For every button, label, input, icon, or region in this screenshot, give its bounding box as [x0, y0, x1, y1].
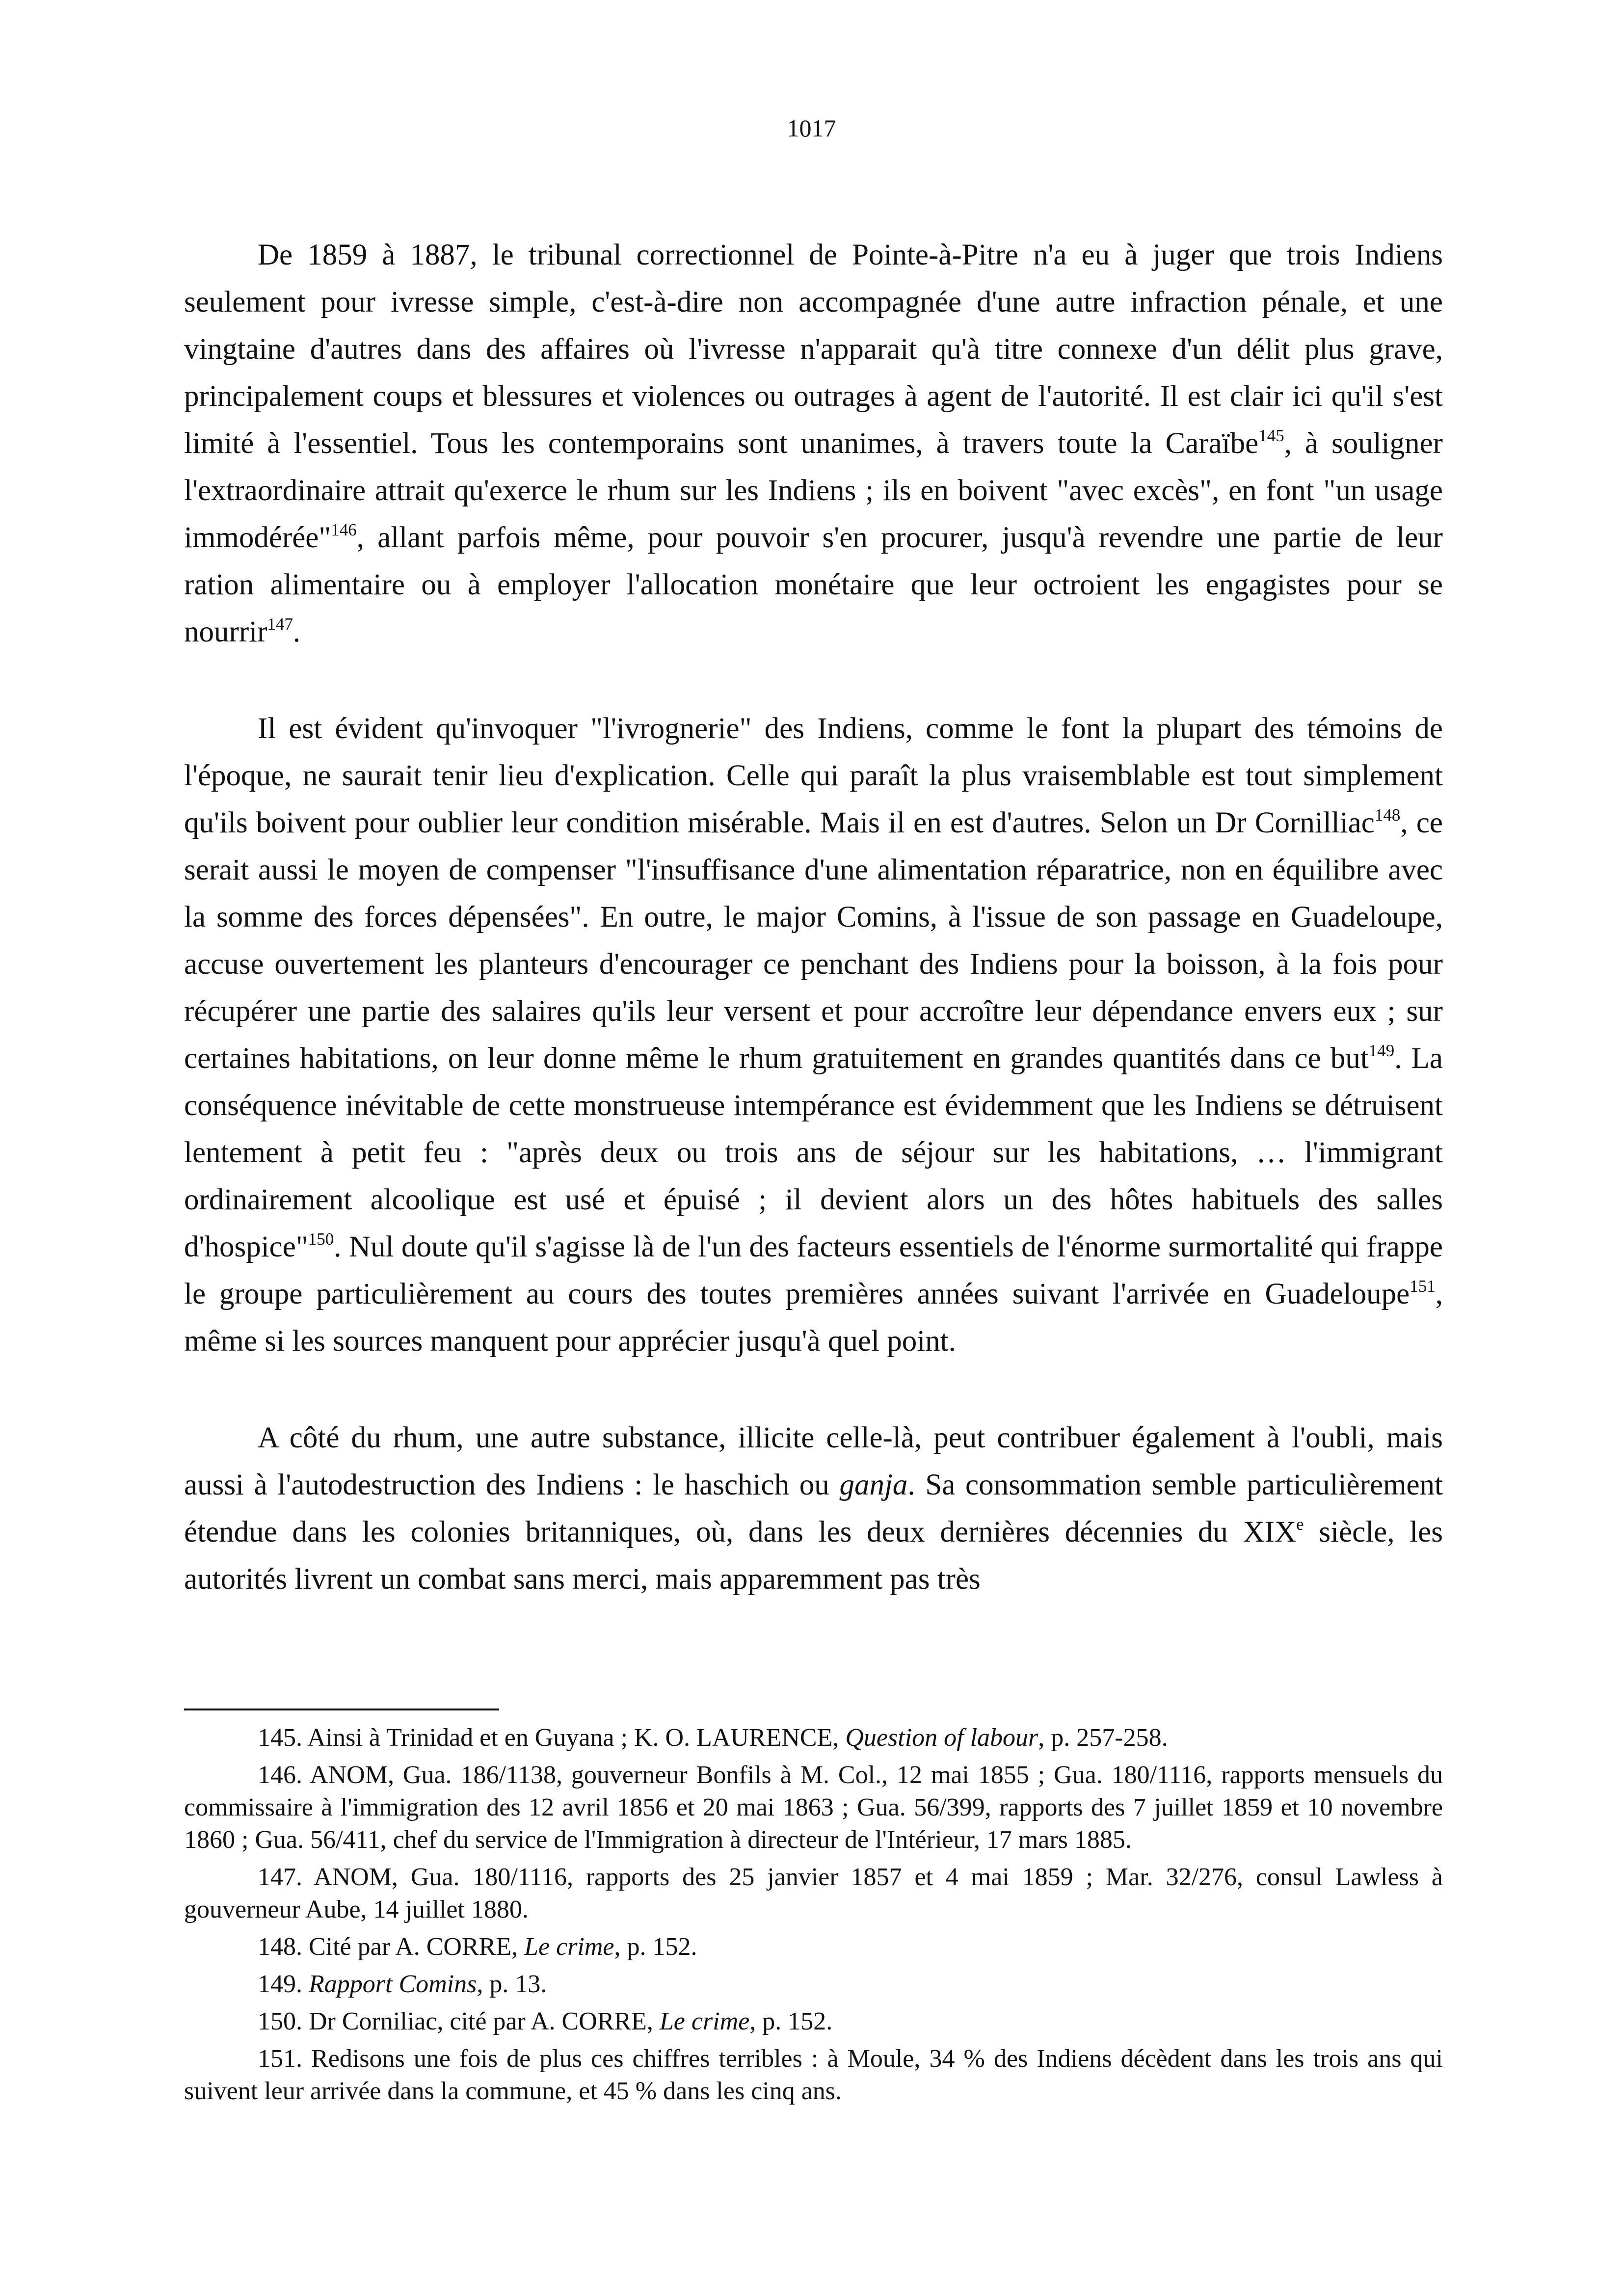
- text-run: , même si les sources manquent pour apprécier jusqu'à quel point.: [184, 1278, 1443, 1358]
- text-run: , ce serait aussi le moyen de compenser "l'insuffisance d'une alimentation réparatrice, non en équilibre avec la somme des forces dépensées". En outre, le major Comins, à l'issue de son passage en Guadeloupe, accuse ouvertement les planteurs d'encourager ce penchant des Indiens pour la boisson, à la fois pour récupérer une partie des salaires qu'ils leur versent et pour accroître leur dépendance envers eux ; sur certaines habitations, on leur donne même le rhum gratuitement en grandes quantités dans ce but: [184, 806, 1443, 1075]
- paragraph: [184, 1415, 1443, 1603]
- text-run: , allant parfois même, pour pouvoir s'en procurer, jusqu'à revendre une partie de leur ration alimentaire ou à employer l'allocation monétaire que leur octroient les engagistes pour se nourrir: [184, 521, 1443, 648]
- text-run: A côté du rhum, une autre substance, illicite celle-là, peut contribuer également à l'oubli, mais aussi à l'autodestruction des Indiens : le haschich ou: [184, 1421, 1443, 1501]
- text-run: , p. 13.: [477, 1970, 547, 1998]
- text-run: .: [293, 615, 301, 648]
- italic-text: Rapport Comins: [309, 1970, 477, 1998]
- paragraph: [184, 705, 1443, 1365]
- text-run: 147. ANOM, Gua. 180/1116, rapports des 25 janvier 1857 et 4 mai 1859 ; Mar. 32/276, consul Lawless à gouverneur Aube, 14 juillet 1880.: [184, 1863, 1443, 1923]
- italic-text: ganja: [839, 1468, 908, 1501]
- page-number: 1017: [787, 114, 836, 142]
- footnote-147: [184, 1861, 1443, 1926]
- text-run: , p. 152.: [614, 1933, 697, 1961]
- text-run: 150. Dr Corniliac, cité par A. CORRE,: [258, 2007, 660, 2035]
- footnote-reference: 147: [267, 614, 293, 634]
- text-run: . Nul doute qu'il s'agisse là de l'un des facteurs essentiels de l'énorme surmortalité qui frappe le groupe particulièrement au cours des toutes premières années suivant l'arrivée en Guadeloupe: [184, 1230, 1443, 1310]
- footnotes: [184, 1722, 1443, 2112]
- footnote-reference: 151: [1410, 1277, 1436, 1296]
- footnote-150: [184, 2005, 1443, 2038]
- footnote-151: [184, 2043, 1443, 2108]
- footnote-reference: 150: [308, 1229, 334, 1249]
- footnote-145: [184, 1722, 1443, 1754]
- text-run: siècle, les autorités livrent un combat sans merci, mais apparemment pas très: [184, 1516, 1443, 1596]
- text-run: De 1859 à 1887, le tribunal correctionnel de Pointe-à-Pitre n'a eu à juger que trois Indiens seulement pour ivresse simple, c'est-à-dire non accompagnée d'une autre infraction pénale, et une vingtaine d'autres dans des affaires où l'ivresse n'apparait qu'à titre connexe d'un délit plus grave, principalement coups et blessures et violences ou outrages à agent de l'autorité. Il est clair ici qu'il s'est limité à l'essentiel. Tous les contemporains sont unanimes, à travers toute la Caraïbe: [184, 239, 1443, 460]
- text-run: Il est évident qu'invoquer "l'ivrognerie" des Indiens, comme le font la plupart des témoins de l'époque, ne saurait tenir lieu d'explication. Celle qui paraît la plus vraisemblable est tout simplement qu'ils boivent pour oublier leur condition misérable. Mais il en est d'autres. Selon un Dr Cornilliac: [184, 712, 1443, 839]
- text-run: 148. Cité par A. CORRE,: [258, 1933, 525, 1961]
- footnote-reference: 149: [1368, 1041, 1395, 1060]
- body-text: [184, 232, 1443, 1603]
- text-run: , p. 257-258.: [1038, 1724, 1168, 1752]
- text-run: . Sa consommation semble particulièrement étendue dans les colonies britanniques, où, dans les deux dernières décennies du XIX: [184, 1468, 1443, 1548]
- italic-text: Question of labour: [845, 1724, 1038, 1752]
- text-run: 149.: [258, 1970, 309, 1998]
- footnote-149: [184, 1968, 1443, 2001]
- footnote-reference: 148: [1374, 805, 1401, 825]
- text-run: 151. Redisons une fois de plus ces chiffres terribles : à Moule, 34 % des Indiens décèdent dans les trois ans qui suivent leur arrivée dans la commune, et 45 % dans les cinq ans.: [184, 2045, 1443, 2105]
- footnote-146: [184, 1759, 1443, 1856]
- footnote-reference: e: [1296, 1515, 1304, 1534]
- italic-text: Le crime: [524, 1933, 614, 1961]
- paragraph: [184, 232, 1443, 656]
- text-run: . La conséquence inévitable de cette monstrueuse intempérance est évidemment que les Indiens se détruisent lentement à petit feu : "après deux ou trois ans de séjour sur les habitations, … l'immigrant ordinairement alcoolique est usé et épuisé ; il devient alors un des hôtes habituels des salles d'hospice": [184, 1042, 1443, 1263]
- footnote-reference: 145: [1258, 426, 1284, 445]
- footnote-148: [184, 1931, 1443, 1963]
- text-run: , à souligner l'extraordinaire attrait qu'exerce le rhum sur les Indiens ; ils en boivent "avec excès", en font "un usage immodérée": [184, 427, 1443, 554]
- footnote-separator: [184, 1709, 499, 1710]
- italic-text: Le crime: [659, 2007, 750, 2035]
- footnote-reference: 146: [331, 520, 357, 539]
- text-run: 146. ANOM, Gua. 186/1138, gouverneur Bonfils à M. Col., 12 mai 1855 ; Gua. 180/1116, rapports mensuels du commissaire à l'immigration des 12 avril 1856 et 20 mai 1863 ; Gua. 56/399, rapports des 7 juillet 1859 et 10 novembre 1860 ; Gua. 56/411, chef du service de l'Immigration à directeur de l'Intérieur, 17 mars 1885.: [184, 1761, 1443, 1854]
- text-run: 145. Ainsi à Trinidad et en Guyana ; K. O. LAURENCE,: [258, 1724, 846, 1752]
- text-run: , p. 152.: [749, 2007, 833, 2035]
